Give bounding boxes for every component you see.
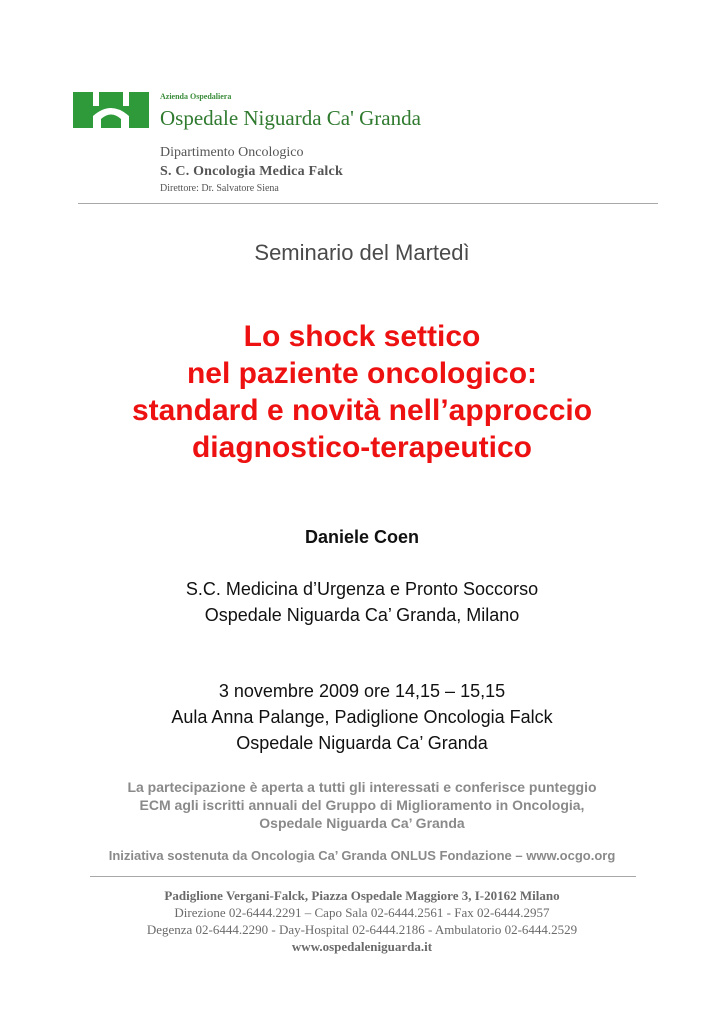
footer-contacts — [0, 887, 724, 955]
footer-phones-1: Direzione 02-6444.2291 – Capo Sala 02-6444.2561 - Fax 02-6444.2957 — [174, 905, 550, 920]
participation-note — [0, 778, 724, 832]
azienda-label: Azienda Ospedaliera — [160, 92, 232, 101]
speaker-name: Daniele Coen — [304, 527, 420, 547]
affiliation-line: Ospedale Niguarda Ca’ Granda, Milano — [204, 605, 520, 625]
footer-divider — [90, 876, 636, 877]
seminar-heading: Seminario del Martedì — [254, 240, 470, 265]
footer-address: Padiglione Vergani-Falck, Piazza Ospedale Maggiore 3, I-20162 Milano — [164, 888, 560, 903]
title-line: diagnostico-terapeutico — [191, 431, 533, 464]
event-room: Aula Anna Palange, Padiglione Oncologia Falck — [171, 707, 553, 727]
talk-title — [0, 318, 724, 466]
title-line: Lo shock settico — [243, 320, 481, 353]
initiative-note: Iniziativa sostenuta da Oncologia Ca’ Granda ONLUS Fondazione – www.ocgo.org — [108, 848, 616, 863]
director-name: Direttore: Dr. Salvatore Siena — [160, 183, 279, 194]
hospital-name: Ospedale Niguarda Ca' Granda — [160, 106, 421, 130]
event-date: 3 novembre 2009 ore 14,15 – 15,15 — [218, 681, 506, 701]
niguarda-logo-icon — [73, 92, 149, 128]
event-venue: Ospedale Niguarda Ca’ Granda — [236, 733, 488, 753]
speaker-affiliation — [0, 576, 724, 628]
header-divider — [78, 203, 658, 204]
participation-line: La partecipazione è aperta a tutti gli interessati e conferisce punteggio — [127, 779, 597, 795]
title-line: standard e novità nell’approccio — [131, 394, 593, 427]
event-details — [0, 678, 724, 756]
department-name: Dipartimento Oncologico — [160, 145, 304, 160]
affiliation-line: S.C. Medicina d’Urgenza e Pronto Soccorso — [185, 579, 539, 599]
footer-phones-2: Degenza 02-6444.2290 - Day-Hospital 02-6444.2186 - Ambulatorio 02-6444.2529 — [146, 922, 578, 937]
unit-name: S. C. Oncologia Medica Falck — [160, 164, 343, 179]
title-line: nel paziente oncologico: — [186, 357, 538, 390]
participation-line: Ospedale Niguarda Ca’ Granda — [259, 815, 465, 831]
participation-line: ECM agli iscritti annuali del Gruppo di Miglioramento in Oncologia, — [139, 797, 585, 813]
footer-website-link[interactable]: www.ospedaleniguarda.it — [291, 939, 433, 954]
